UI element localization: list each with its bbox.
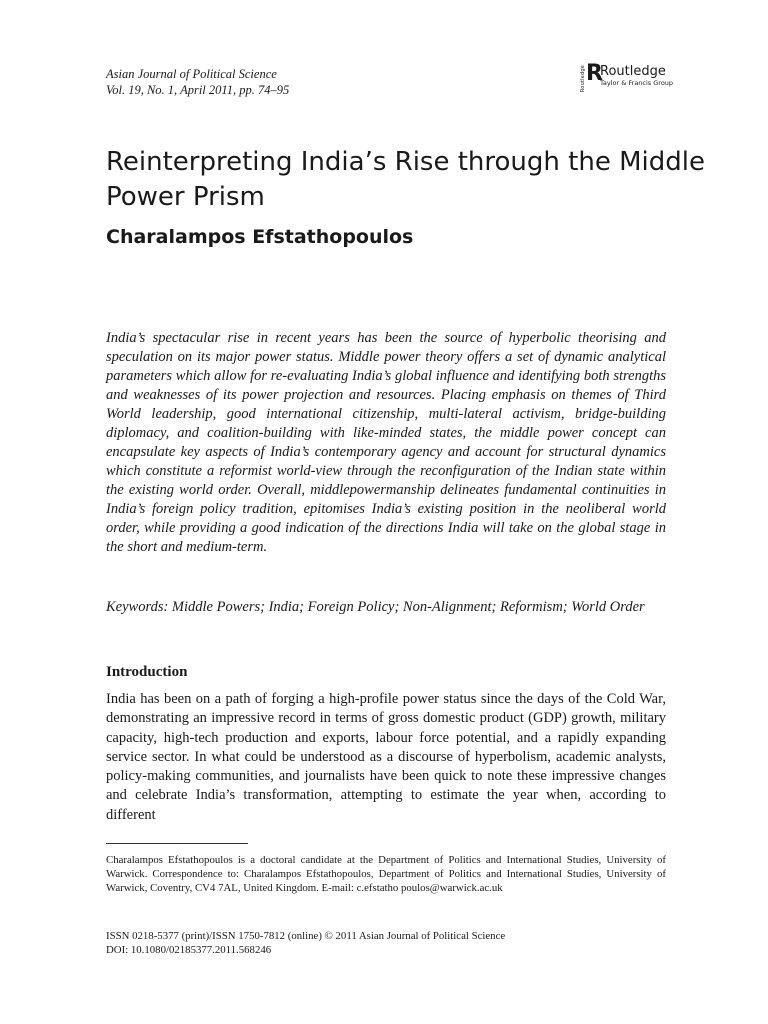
body-paragraph: India has been on a path of forging a high-profile power status since the days of the Cold War, demonstrating an impressive record in terms of gross domestic product (GDP) growth, military capacity, high-tech production and exports, labour force potential, and a rapidly expanding service sector. In what could be understood as a discourse of hyperbolism, academic analysts, policy-making communities, and journalists have been quick to note these impressive changes and celebrate India’s transformation, attempting to estimate the year when, according to different (106, 691, 666, 823)
abstract: India’s spectacular rise in recent years has been the source of hyperbolic theorising and speculation on its major power status. Middle power theory offers a set of dynamic analytical parameters which allow for re-evaluating India’s global influence and identifying both strengths and weaknesses of its power projection and resources. Placing emphasis on themes of Third World leadership, good international citizenship, multi-lateral activism, bridge-building diplomacy, and coalition-building with like-minded states, the middle power concept can encapsulate key aspects of India’s contemporary agency and account for structural dynamics which constitute a reformist world-view through the reconfiguration of the Indian state within the existing world order. Overall, middlepowermanship delineates fundamental continuities in India’s foreign policy tradition, epitomises India’s existing position in the neoliberal world order, while providing a good indication of the directions India will take on the global stage in the short and medium-term. (106, 330, 666, 555)
keywords: Keywords: Middle Powers; India; Foreign Policy; Non-Alignment; Reformism; World Order (106, 599, 645, 615)
article-title: Reinterpreting India’s Rise through the Middle Power Prism (106, 147, 705, 212)
publisher-logo (580, 61, 674, 93)
journal-name: Asian Journal of Political Science (106, 67, 277, 81)
logo-mark-letter: R (586, 61, 603, 86)
article-author: Charalampos Efstathopoulos (106, 226, 414, 248)
footnote-divider (106, 843, 248, 844)
logo-side-text: Routledge (580, 65, 586, 93)
routledge-logo-icon (580, 61, 603, 93)
doi-line: DOI: 10.1080/02185377.2011.568246 (106, 944, 272, 956)
author-footnote: Charalampos Efstathopoulos is a doctoral candidate at the Department of Politics and International Studies, University of Warwick. Correspondence to: Charalampos Efstathopoulos, Department of Politics and International Studies, University of Warwick, Coventry, CV4 7AL, United Kingdom. E-mail: c.efstatho poulos@warwick.ac.uk (106, 854, 666, 895)
publisher-name: Routledge (600, 64, 666, 79)
section-heading: Introduction (106, 664, 188, 680)
journal-header (106, 66, 289, 98)
issn-line: ISSN 0218-5377 (print)/ISSN 1750-7812 (online) © 2011 Asian Journal of Political Science (106, 930, 506, 942)
journal-volume-info: Vol. 19, No. 1, April 2011, pp. 74–95 (106, 83, 290, 97)
publisher-subtitle: Taylor & Francis Group (600, 79, 674, 87)
